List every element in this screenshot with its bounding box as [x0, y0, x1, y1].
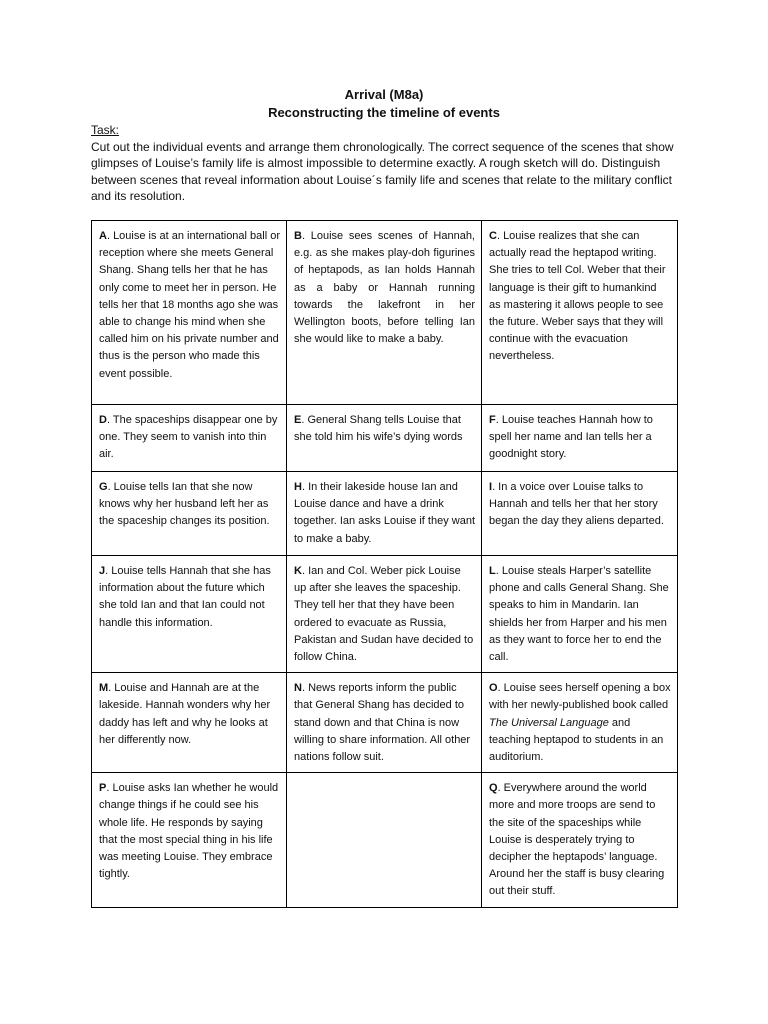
event-card-d: [92, 405, 287, 472]
event-card-p: [92, 773, 287, 907]
event-letter: Q: [489, 782, 498, 795]
event-letter: K: [294, 565, 302, 577]
event-card-a: [92, 221, 287, 405]
table-row: [92, 472, 678, 556]
event-text: . Louise and Hannah are at the lakeside. Hannah wonders why her daddy has left and why he looks at her differently now.: [99, 682, 271, 746]
event-letter: C: [489, 230, 497, 242]
event-letter: F: [489, 414, 496, 426]
event-text: . General Shang tells Louise that she told him his wife’s dying words: [294, 414, 463, 444]
page-title: Arrival (M8a): [344, 87, 424, 102]
header: [0, 86, 768, 122]
event-text: . Louise teaches Hannah how to spell her name and Ian tells her a goodnight story.: [489, 414, 653, 461]
event-card-j: [92, 556, 287, 673]
event-text: . Ian and Col. Weber pick Louise up after she leaves the spaceship. They tell her that they have been ordered to evacuate as Russia, Pakistan and Sudan have decided to follow China.: [294, 565, 474, 664]
event-letter: L: [489, 565, 496, 577]
event-card-m: [92, 673, 287, 773]
event-text: . Louise is at an international ball or reception where she meets General Shang. Shang tells her that he has only come to meet her in person. He tells her that 18 months ago she was able to change his mind when she called him on his private number and thus is the person who made this event possible.: [99, 230, 281, 380]
table-row: [92, 556, 678, 673]
event-text: . Everywhere around the world more and more troops are send to the site of the spaceships while Louise is desperately trying to decipher the heptapods’ language. Around her the staff is busy clearing out their stuff.: [489, 782, 665, 898]
table-row: [92, 673, 678, 773]
event-card-b: [287, 221, 482, 405]
event-text: and teaching heptapod to students in an auditorium.: [489, 716, 664, 764]
event-card-q: [482, 773, 678, 907]
event-card-h: [287, 472, 482, 556]
event-text: . Louise steals Harper’s satellite phone and calls General Shang. She speaks to him in Mandarin. Ian shields her from Harper and his men as they want to force her to end the call.: [489, 565, 669, 664]
task-instructions: [91, 122, 677, 205]
event-letter: J: [99, 565, 106, 577]
task-label: Task:: [91, 123, 120, 137]
empty-cell: [287, 773, 482, 907]
page-subtitle: Reconstructing the timeline of events: [268, 105, 500, 120]
table-row: [92, 773, 678, 907]
event-letter: P: [99, 782, 107, 795]
event-card-f: [482, 405, 678, 472]
event-card-n: [287, 673, 482, 773]
event-text: . Louise realizes that she can actually read the heptapod writing. She tries to tell Col. Weber that their language is their gift to humankind as mastering it allows people to see the future. Weber says that they will continue with the evacuation nevertheless.: [489, 230, 666, 363]
book-title: The Universal Language: [489, 716, 609, 729]
table-row: [92, 221, 678, 405]
event-text: . In their lakeside house Ian and Louise dance and have a drink together. Ian asks Louise if they want to make a baby.: [294, 481, 476, 545]
table-row: [92, 405, 678, 472]
event-letter: G: [99, 481, 108, 493]
event-letter: A: [99, 230, 107, 242]
event-card-o: [482, 673, 678, 773]
task-text: Cut out the individual events and arrange them chronologically. The correct sequence of the scenes that show glimpses of Louise’s family life is almost impossible to determine exactly. A rough sketch will do. Distinguish between scenes that reveal information about Louise´s family life and scenes that relate to the military conflict and its resolution.: [91, 139, 674, 204]
event-text: . In a voice over Louise talks to Hannah and tells her that her story began the day they aliens departed.: [489, 481, 664, 528]
event-letter: M: [99, 682, 109, 695]
event-letter: I: [489, 481, 493, 493]
event-letter: O: [489, 682, 498, 695]
events-table: [91, 220, 678, 908]
event-card-l: [482, 556, 678, 673]
event-card-k: [287, 556, 482, 673]
event-card-g: [92, 472, 287, 556]
event-card-c: [482, 221, 678, 405]
event-letter: N: [294, 682, 302, 695]
event-letter: D: [99, 414, 107, 426]
event-text: . Louise tells Ian that she now knows why her husband left her as the spaceship changes its position.: [99, 481, 270, 528]
event-text: . The spaceships disappear one by one. They seem to vanish into thin air.: [99, 414, 278, 461]
event-text: . Louise sees herself opening a box with her newly-published book called: [489, 682, 671, 712]
event-letter: B: [294, 230, 302, 242]
event-letter: H: [294, 481, 302, 493]
event-text: . Louise tells Hannah that she has information about the future which she told Ian and that Ian could not handle this information.: [99, 565, 271, 629]
event-text: . News reports inform the public that General Shang has decided to stand down and that China is now willing to share information. All other nations follow suit.: [294, 682, 471, 764]
event-card-i: [482, 472, 678, 556]
event-text: . Louise sees scenes of Hannah, e.g. as she makes play-doh figurines of heptapods, as Ian holds Hannah as a baby or Hannah running towards the lakefront in her Wellington boots, before telling Ian she would like to make a baby.: [294, 230, 475, 346]
event-letter: E: [294, 414, 302, 426]
event-card-e: [287, 405, 482, 472]
event-text: . Louise asks Ian whether he would change things if he could see his whole life. He responds by saying that the most special thing in his life was meeting Louise. They embrace tightly.: [99, 782, 279, 881]
